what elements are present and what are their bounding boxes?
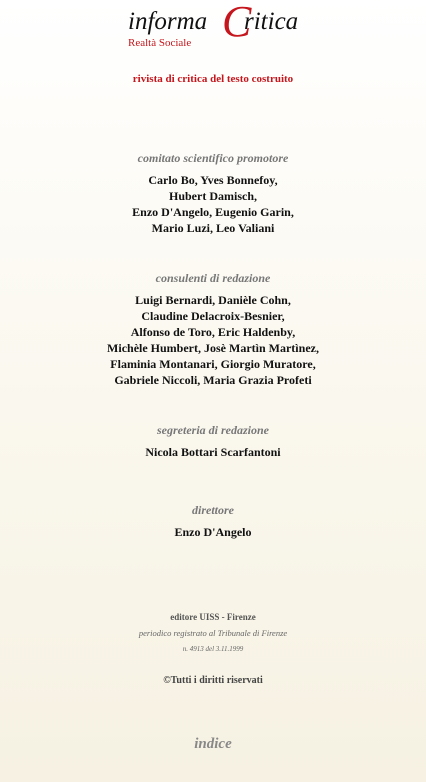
tagline: rivista di critica del testo costruito — [132, 73, 294, 85]
section-consulenti — [0, 270, 426, 388]
name-line: Hubert Damisch, — [169, 189, 257, 203]
logo-word-informa: informa — [128, 8, 208, 35]
name-line: Mario Luzi, Leo Valiani — [151, 221, 275, 235]
registration-number: n. 4913 del 3.11.1999 — [182, 645, 244, 653]
section-title: consulenti di redazione — [155, 271, 271, 285]
name-line: Luigi Bernardi, Danièle Cohn, — [135, 293, 291, 307]
name-line: Alfonso de Toro, Eric Haldenby, — [130, 325, 296, 339]
name-line: Claudine Delacroix-Besnier, — [141, 309, 285, 323]
name-line: Enzo D'Angelo — [174, 525, 252, 539]
name-line: Flaminia Montanari, Giorgio Muratore, — [110, 357, 316, 371]
logo-letter-c: C — [222, 0, 252, 46]
section-title: direttore — [192, 503, 234, 517]
name-line: Enzo D'Angelo, Eugenio Garin, — [132, 205, 294, 219]
name-line: Michèle Humbert, Josè Martìn Martìnez, — [107, 341, 319, 355]
copyright-notice: ©Tutti i diritti riservati — [163, 675, 263, 686]
section-segreteria — [0, 422, 426, 460]
section-comitato — [0, 150, 426, 236]
logo-word-ritica: ritica — [244, 8, 299, 35]
section-title: segreteria di redazione — [157, 423, 269, 437]
logo-subtitle: Realtà Sociale — [128, 37, 192, 49]
name-line: Nicola Bottari Scarfantoni — [145, 445, 281, 459]
publisher-line: editore UISS - Firenze — [170, 612, 256, 622]
indice-link[interactable]: indice — [194, 736, 232, 752]
section-direttore — [0, 502, 426, 540]
name-line: Gabriele Niccoli, Maria Grazia Profeti — [114, 373, 312, 387]
logo — [128, 0, 308, 54]
section-title: comitato scientifico promotore — [137, 151, 289, 165]
name-line: Carlo Bo, Yves Bonnefoy, — [148, 173, 278, 187]
registration-text: periodico registrato al Tribunale di Firenze — [138, 628, 288, 638]
